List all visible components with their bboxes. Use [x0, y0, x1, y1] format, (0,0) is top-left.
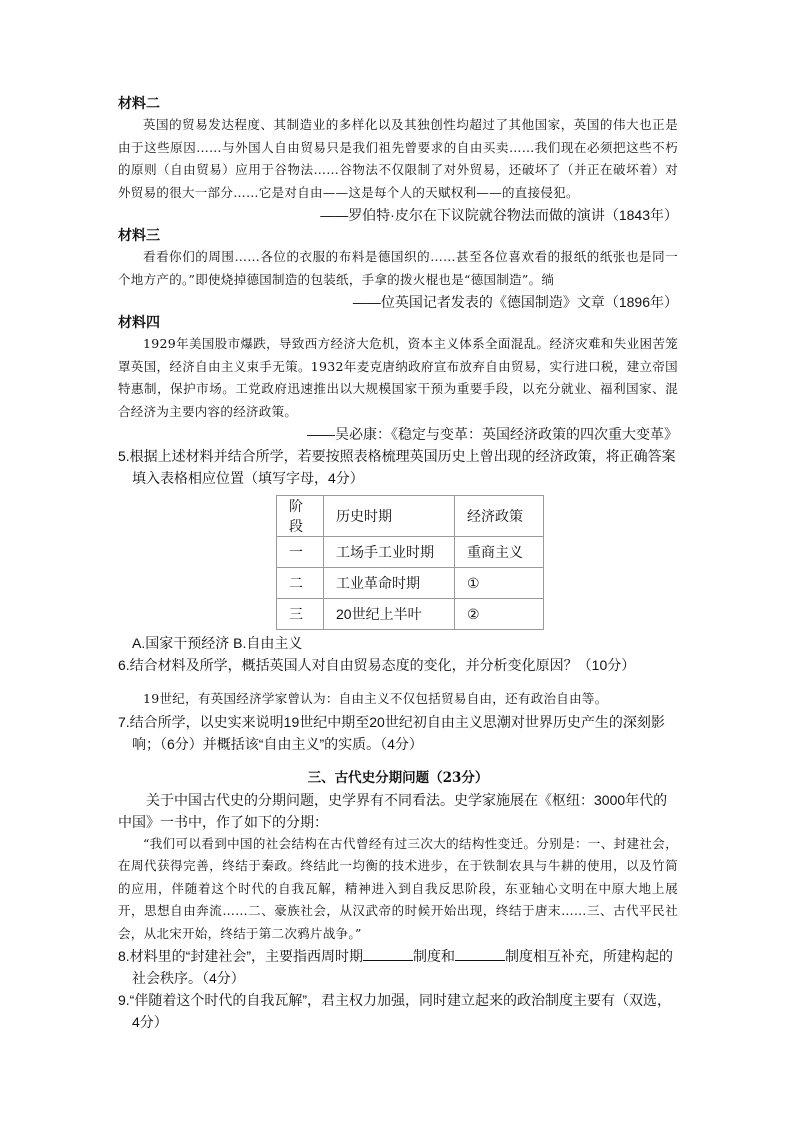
table-cell: 工场手工业时期	[324, 537, 455, 568]
material2-body: 英国的贸易发达程度、其制造业的多样化以及其独创性均超过了其他国家，英国的伟大也正是由于这些原因……与外国人自由贸易只是我们祖先曾要求的自由买卖……我们现在必须把这些不朽的原则（自由贸易）应用于谷物法……谷物法不仅限制了对外贸易，还破坏了（并正在破坏着）对外贸易的很大一部分……它是对自由——这是每个人的天赋权利——的直接侵犯。	[118, 117, 678, 200]
question-9: 9.“伴随着这个时代的自我瓦解”，君主权力加强，同时建立起来的政治制度主要有（双选，4分）	[118, 992, 671, 1030]
table-header-cell: 经济政策	[455, 496, 544, 537]
table-row	[277, 537, 544, 568]
section-gap	[118, 755, 678, 767]
table-header-row	[277, 496, 544, 537]
material3-heading: 材料三	[118, 228, 160, 244]
question-7: 7.结合所学，以史实来说明19世纪中期至20世纪初自由主义思潮对世界历史产生的深刻影响；（6分）并概括该“自由主义”的实质。（4分）	[118, 713, 665, 752]
question-7-quote: 19世纪，有英国经济学家曾认为：自由主义不仅包括贸易自由，还有政治自由等。	[143, 691, 608, 706]
table-cell: 20世纪上半叶	[324, 599, 455, 630]
answer-blank-2: ②	[455, 599, 544, 630]
table-row	[277, 599, 544, 630]
question-5: 5.根据上述材料并结合所学，若要按照表格梳理英国历史上曾出现的经济政策，将正确答案填入表格相应位置（填写字母，4分）	[118, 448, 676, 486]
question-5-options: A.国家干预经济 B.自由主义	[132, 635, 303, 651]
fill-blank	[363, 946, 413, 961]
table-cell: 重商主义	[455, 537, 544, 568]
table-header-cell: 历史时期	[324, 496, 455, 537]
question-8-part1: 8.材料里的“封建社会”，主要指西周时期	[118, 948, 363, 964]
economic-policy-table	[276, 495, 544, 630]
material2-source: ——罗伯特·皮尔在下议院就谷物法而做的演讲（1843年）	[320, 207, 678, 223]
material2-heading: 材料二	[118, 96, 160, 112]
table-cell: 工业革命时期	[324, 568, 455, 599]
table-row	[277, 568, 544, 599]
fill-blank	[455, 946, 505, 961]
material3-body: 看看你们的周围……各位的衣服的布料是德国织的……甚至各位喜欢看的报纸的纸张也是同一个地方产的。”即使烧掉德国制造的包装纸，手拿的拨火棍也是“德国制造”。绱	[118, 249, 678, 287]
material4-body: 1929年美国股市爆跌，导致西方经济大危机，资本主义体系全面混乱。经济灾难和失业困苦笼罩英国，经济自由主义束手无策。1932年麦克唐纳政府宣布放弃自由贸易，实行进口税，建立帝国特惠制，保护市场。工党政府迅速推出以大规模国家干预为重要手段，以充分就业、福利国家、混合经济为主要内容的经济政策。	[118, 336, 678, 419]
question-8	[118, 945, 678, 989]
table-cell: 一	[277, 537, 324, 568]
section-3-title: 三、古代史分期问题（23分）	[307, 769, 489, 786]
answer-blank-1: ①	[455, 568, 544, 599]
material4-source: ——吴必康：《稳定与变革：英国经济政策的四次重大变革》	[307, 426, 678, 442]
question-8-part2: 制度和	[413, 948, 455, 964]
material4-heading: 材料四	[118, 315, 160, 331]
material3-source: ——位英国记者发表的《德国制造》文章（1896年）	[352, 294, 678, 310]
question-6: 6.结合材料及所学，概括英国人对自由贸易态度的变化，并分析变化原因？（10分）	[118, 657, 636, 673]
section-3-quote: “我们可以看到中国的社会结构在古代曾经有过三次大的结构性变迁。分别是：一、封建社会，在周代获得完善，终结于秦政。终结此一均衡的技术进步，在于铁制农具与牛耕的使用，以及竹简的应用，伴随着这个时代的自我瓦解，精神进入到自我反思阶段，东亚轴心文明在中原大地上展开，思想自由奔流……二、豪族社会，从汉武帝的时候开始出现，终结于唐末……三、古代平民社会，从北宋开始，终结于第二次鸦片战争。”	[118, 835, 678, 941]
exam-page	[118, 94, 678, 1033]
question-8-part3: 制度相互补充，所建构起的社会秩序。（4分）	[132, 948, 673, 986]
section-3-intro: 关于中国古代史的分期问题，史学界有不同看法。史学家施展在《枢纽：3000年代的中国》一书中，作了如下的分期：	[118, 791, 668, 830]
table-header-cell: 阶段	[277, 496, 324, 537]
table-cell: 二	[277, 568, 324, 599]
answer-space	[118, 676, 678, 688]
table-cell: 三	[277, 599, 324, 630]
